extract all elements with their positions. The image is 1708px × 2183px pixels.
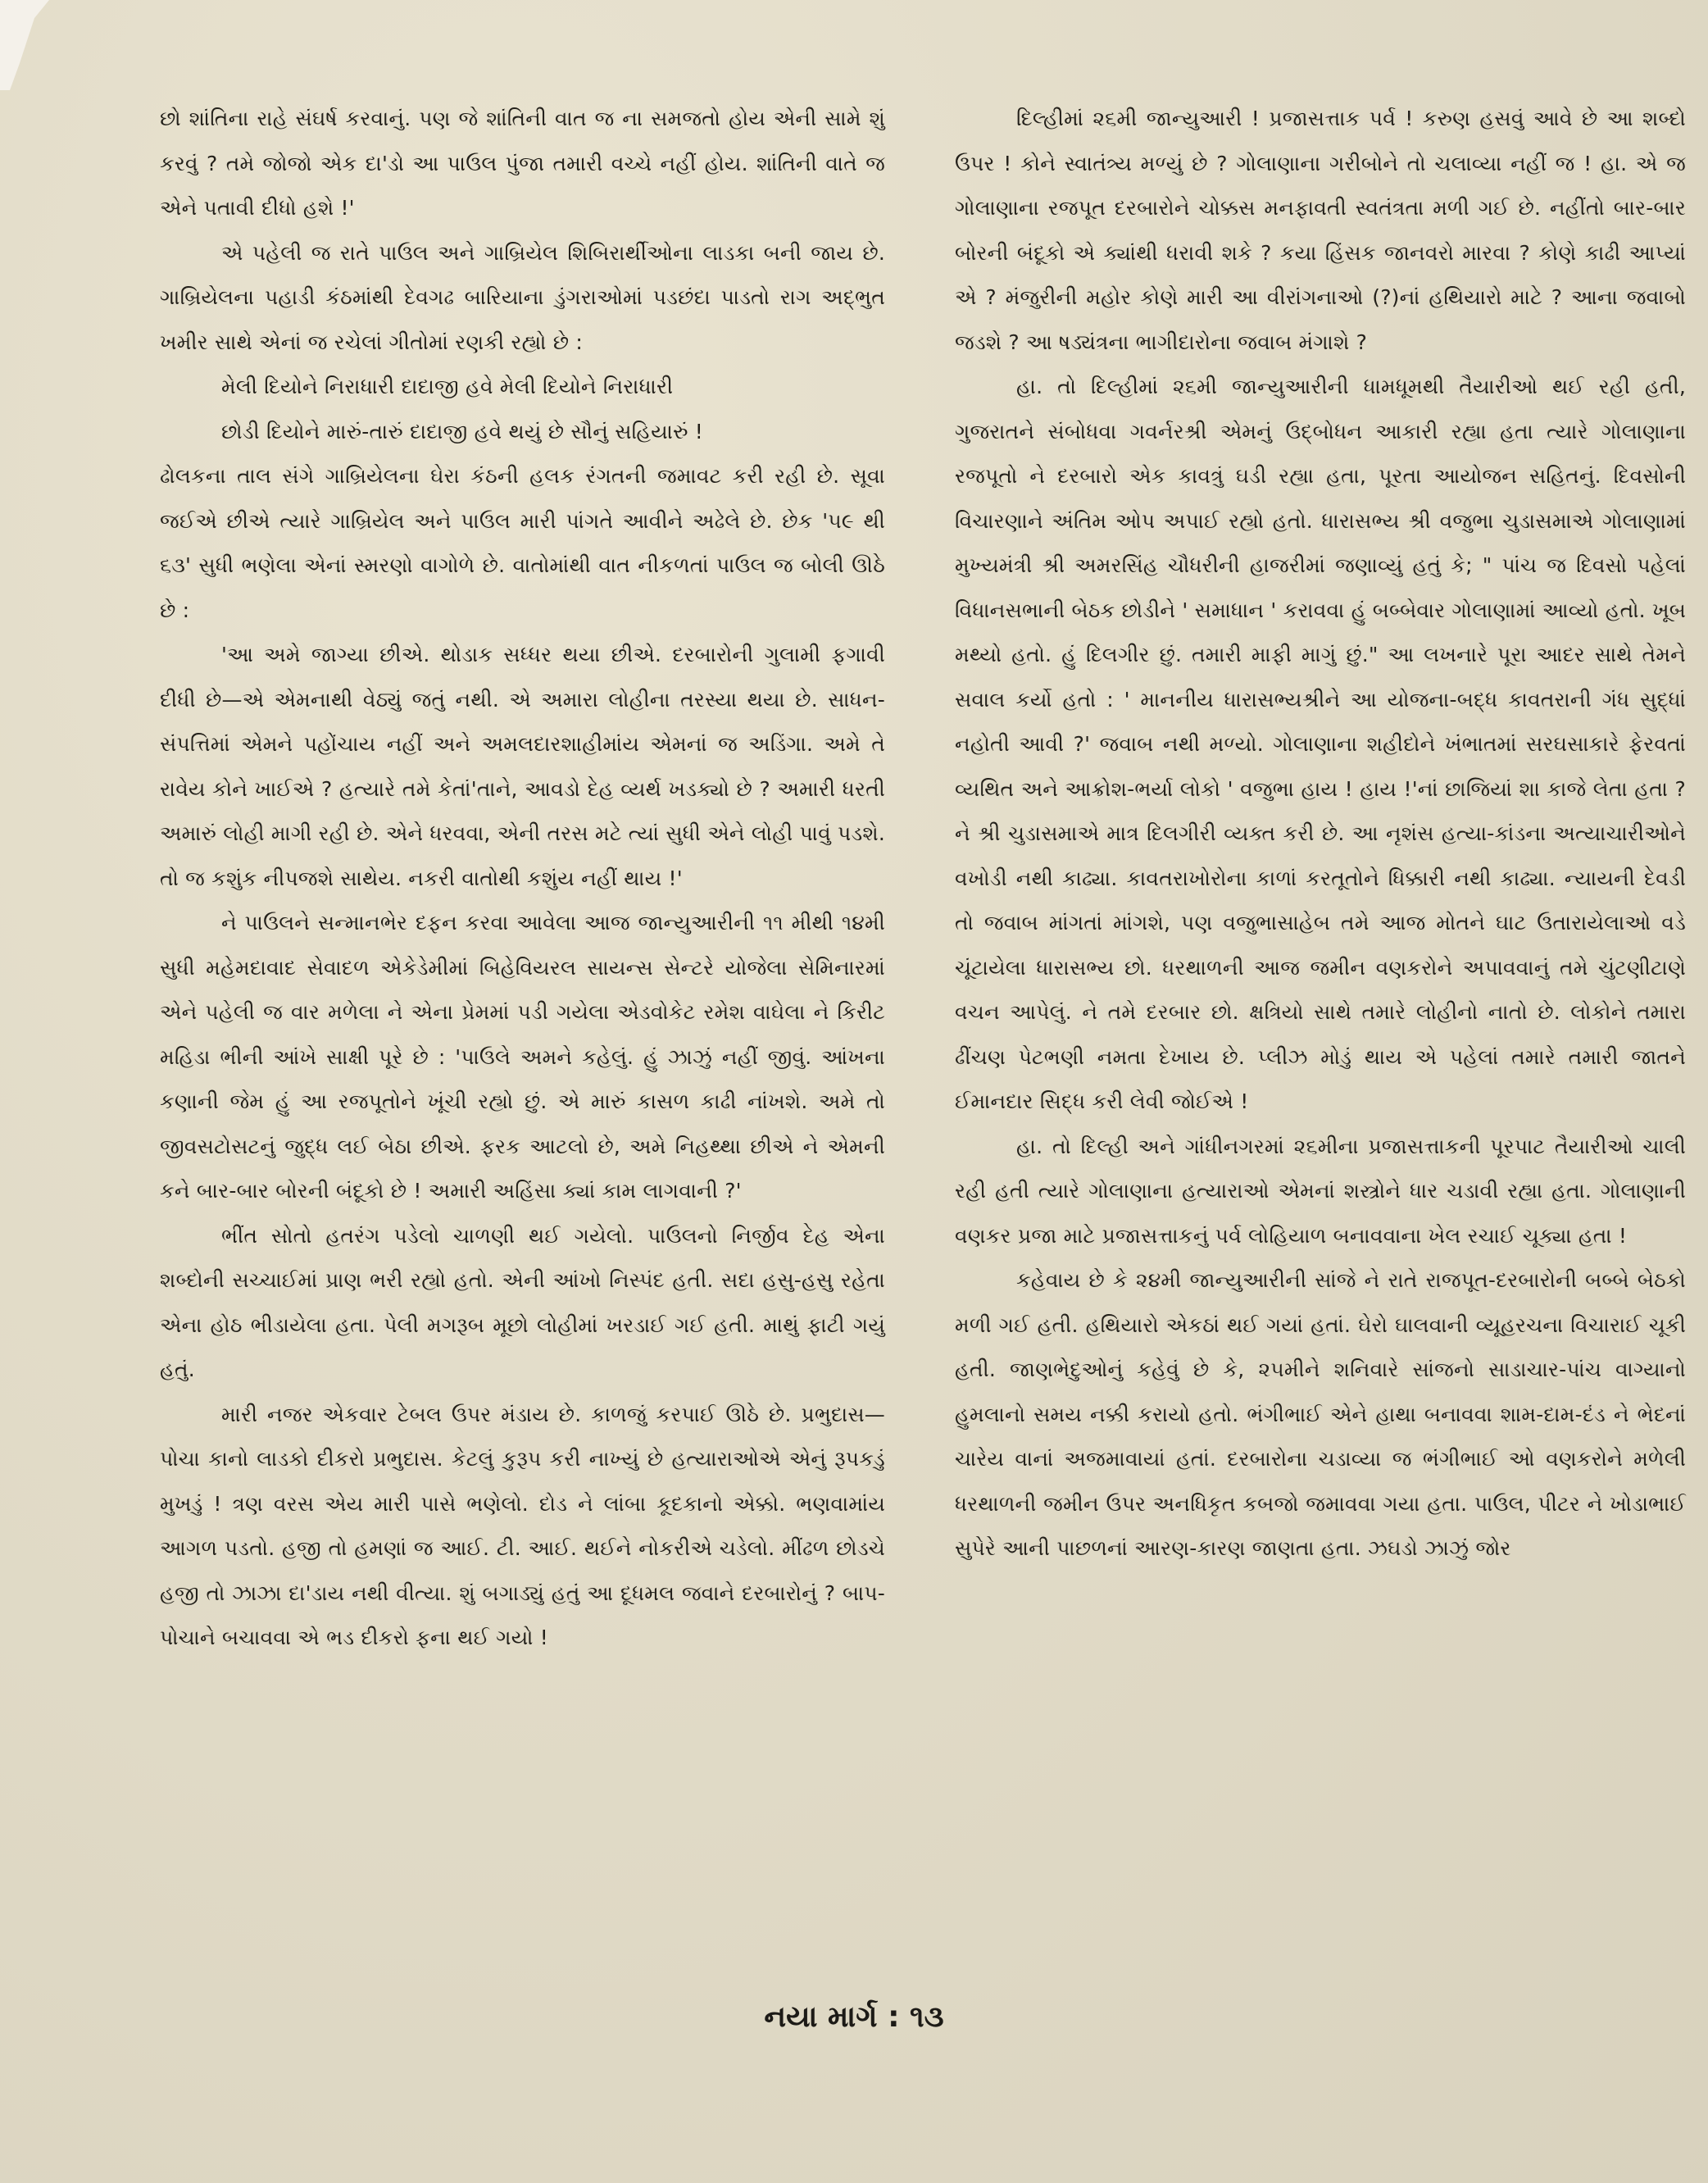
- paragraph: કહેવાય છે કે ૨૪મી જાન્યુઆરીની સાંજે ને રાતે રાજપૂત-દરબારોની બબ્બે બેઠકો મળી ગઈ હતી. હથિયારો એકઠાં થઈ ગયાં હતાં. ઘેરો ઘાલવાની વ્યૂહરચના વિચારાઈ ચૂકી હતી. જાણભેદુઓનું કહેવું છે કે, ૨૫મીને શનિવારે સાંજનો સાડાચાર-પાંચ વાગ્યાનો હુમલાનો સમય નક્કી કરાયો હતો. ભંગીભાઈ એને હાથા બનાવવા શામ-દામ-દંડ ને ભેદનાં ચારેય વાનાં અજમાવાયાં હતાં. દરબારોના ચડાવ્યા જ ભંગીભાઈ ઓ વણકરોને મળેલી ધરથાળની જમીન ઉપર અનધિકૃત કબજો જમાવવા ગયા હતા. પાઉલ, પીટર ને ખોડાભાઈ સુપેરે આની પાછળનાં આરણ-કારણ જાણતા હતા. ઝઘડો ઝાઝું જોર: [955, 1268, 1686, 1560]
- paragraph: એ પહેલી જ રાતે પાઉલ અને ગાબ્રિયેલ શિબિરાર્થીઓના લાડકા બની જાય છે. ગાબ્રિયેલના પહાડી કંઠમાંથી દેવગઢ બારિયાના ડુંગરાઓમાં પડછંદા પાડતો રાગ અદ્ભુત ખમીર સાથે એનાં જ રચેલાં ગીતોમાં રણકી રહ્યો છે :: [160, 240, 885, 354]
- paragraph: દિલ્હીમાં ૨૬મી જાન્યુઆરી ! પ્રજાસત્તાક પર્વ ! કરુણ હસવું આવે છે આ શબ્દો ઉપર ! કોને સ્વાતંત્ર્ય મળ્યું છે ? ગોલાણાના ગરીબોને તો ચલાવ્યા નહીં જ ! હા. એ જ ગોલાણાના રજપૂત દરબારોને ચોક્કસ મનફાવતી સ્વતંત્રતા મળી ગઈ છે. નહીંતો બાર-બાર બોરની બંદૂકો એ ક્યાંથી ધરાવી શકે ? કયા હિંસક જાનવરો મારવા ? કોણે કાઢી આપ્યાં એ ? મંજુરીની મહોર કોણે મારી આ વીરાંગનાઓ (?)નાં હથિયારો માટે ? આના જવાબો જડશે ? આ ષડ્યંત્રના ભાગીદારોના જવાબ મંગાશે ?: [955, 107, 1686, 354]
- left-column: [160, 97, 885, 1661]
- song-verse: મેલી દિયોને નિરાધારી દાદાજી હવે મેલી દિયોને નિરાધારી: [221, 375, 674, 398]
- page-footer: નયા માર્ગ : ૧૩: [764, 2000, 944, 2034]
- paragraph: હા. તો દિલ્હી અને ગાંધીનગરમાં ૨૬મીના પ્રજાસત્તાકની પૂરપાટ તૈયારીઓ ચાલી રહી હતી ત્યારે ગોલાણાના હત્યારાઓ એમનાં શસ્ત્રોને ધાર ચડાવી રહ્યા હતા. ગોલાણાની વણકર પ્રજા માટે પ્રજાસત્તાકનું પર્વ લોહિયાળ બનાવવાના ખેલ રચાઈ ચૂક્યા હતા !: [955, 1134, 1686, 1248]
- paragraph: 'આ અમે જાગ્યા છીએ. થોડાક સધ્ધર થયા છીએ. દરબારોની ગુલામી ફગાવી દીધી છે—એ એમનાથી વેઠ્યું જતું નથી. એ અમારા લોહીના તરસ્યા થયા છે. સાધન-સંપત્તિમાં એમને પહોંચાય નહીં અને અમલદારશાહીમાંય એમનાં જ અડિંગા. અમે તે રાવેય કોને ખાઈએ ? હત્યારે તમે કેતાં'તાને, આવડો દેહ વ્યર્થ ખડક્યો છે ? અમારી ધરતી અમારું લોહી માગી રહી છે. એને ધરવવા, એની તરસ મટે ત્યાં સુધી એને લોહી પાવું પડશે. તો જ કશુંક નીપજશે સાથેય. નકરી વાતોથી કશુંય નહીં થાય !': [160, 643, 885, 890]
- paragraph: ને પાઉલને સન્માનભેર દફન કરવા આવેલા આજ જાન્યુઆરીની ૧૧ મીથી ૧૪મી સુધી મહેમદાવાદ સેવાદળ એકેડેમીમાં બિહેવિયરલ સાયન્સ સેન્ટરે યોજેલા સેમિનારમાં એને પહેલી જ વાર મળેલા ને એના પ્રેમમાં પડી ગયેલા એડવોકેટ રમેશ વાઘેલા ને કિરીટ મહિડા ભીની આંખે સાક્ષી પૂરે છે : 'પાઉલે અમને કહેલું. હું ઝાઝું નહીં જીવું. આંખના કણાની જેમ હું આ રજપૂતોને ખૂંચી રહ્યો છું. એ મારું કાસળ કાઢી નાંખશે. અમે તો જીવસટોસટનું જુદ્ધ લઈ બેઠા છીએ. ફરક આટલો છે, અમે નિહથ્થા છીએ ને એમની કને બાર-બાર બોરની બંદૂકો છે ! અમારી અહિંસા ક્યાં કામ લાગવાની ?': [160, 911, 885, 1203]
- paragraph: છો શાંતિના રાહે સંઘર્ષ કરવાનું. પણ જે શાંતિની વાત જ ના સમજતો હોય એની સામે શું કરવું ? તમે જોજો એક દા'ડો આ પાઉલ પુંજા તમારી વચ્ચે નહીં હોય. શાંતિની વાતે જ એને પતાવી દીધો હશે !': [160, 107, 885, 220]
- right-column: [955, 97, 1686, 1571]
- torn-corner: [0, 0, 49, 90]
- paragraph: ઢોલકના તાલ સંગે ગાબ્રિયેલના ઘેરા કંઠની હલક રંગતની જમાવટ કરી રહી છે. સૂવા જઈએ છીએ ત્યારે ગાબ્રિયેલ અને પાઉલ મારી પાંગતે આવીને અઢેલે છે. છેક '૫૯ થી ૬૩' સુધી ભણેલા એનાં સ્મરણો વાગોળે છે. વાતોમાંથી વાત નીકળતાં પાઉલ જ બોલી ઊઠે છે :: [160, 464, 885, 622]
- song-verse: છોડી દિયોને મારું-તારું દાદાજી હવે થયું છે સૌનું સહિયારું !: [221, 419, 703, 443]
- paragraph: હા. તો દિલ્હીમાં ૨૬મી જાન્યુઆરીની ધામધૂમથી તૈયારીઓ થઈ રહી હતી, ગુજરાતને સંબોધવા ગવર્નરશ્રી એમનું ઉદ્બોધન આકારી રહ્યા હતા ત્યારે ગોલાણાના રજપૂતો ને દરબારો એક કાવત્રું ઘડી રહ્યા હતા, પૂરતા આયોજન સહિતનું. દિવસોની વિચારણાને અંતિમ ઓપ અપાઈ રહ્યો હતો. ધારાસભ્ય શ્રી વજુભા ચુડાસમાએ ગોલાણામાં મુખ્યમંત્રી શ્રી અમરસિંહ ચૌધરીની હાજરીમાં જણાવ્યું હતું કે; " પાંચ જ દિવસો પહેલાં વિધાનસભાની બેઠક છોડીને ' સમાધાન ' કરાવવા હું બબ્બેવાર ગોલાણામાં આવ્યો હતો. ખૂબ મથ્યો હતો. હું દિલગીર છું. તમારી માફી માગું છું." આ લખનારે પૂરા આદર સાથે તેમને સવાલ કર્યો હતો : ' માનનીય ધારાસભ્યશ્રીને આ યોજના-બદ્ધ કાવતરાની ગંધ સુદ્ધાં નહોતી આવી ?' જવાબ નથી મળ્યો. ગોલાણાના શહીદોને ખંભાતમાં સરઘસાકારે ફેરવતાં વ્યથિત અને આક્રોશ-ભર્યા લોકો ' વજુભા હાય ! હાય !'નાં છાજિયાં શા કાજે લેતા હતા ? ને શ્રી ચુડાસમાએ માત્ર દિલગીરી વ્યક્ત કરી છે. આ નૃશંસ હત્યા-કાંડના અત્યાચારીઓને વખોડી નથી કાઢ્યા. કાવતરાખોરોના કાળાં કરતૂતોને ધિક્કારી નથી કાઢ્યા. ન્યાયની દેવડી તો જવાબ માંગતાં માંગશે, પણ વજુભાસાહેબ તમે આજ મોતને ઘાટ ઉતારાયેલાઓ વડે ચૂંટાયેલા ધારાસભ્ય છો. ધરથાળની આજ જમીન વણકરોને અપાવવાનું તમે ચુંટણીટાણે વચન આપેલું. ને તમે દરબાર છો. ક્ષત્રિયો સાથે તમારે લોહીનો નાતો છે. લોકોને તમારા ઢીંચણ પેટભણી નમતા દેખાય છે. પ્લીઝ મોડું થાય એ પહેલાં તમારે તમારી જાતને ઈમાનદાર સિદ્ધ કરી લેવી જોઈએ !: [955, 375, 1686, 1113]
- paragraph: મારી નજર એકવાર ટેબલ ઉપર મંડાય છે. કાળજું કરપાઈ ઊઠે છે. પ્રભુદાસ—પોચા કાનો લાડકો દીકરો પ્રભુદાસ. કેટલું કુરૂપ કરી નાખ્યું છે હત્યારાઓએ એનું રૂપકડું મુખડું ! ત્રણ વરસ એય મારી પાસે ભણેલો. દોડ ને લાંબા કૂદકાનો એક્કો. ભણવામાંય આગળ પડતો. હજી તો હમણાં જ આઈ. ટી. આઈ. થઈને નોકરીએ ચડેલો. મીંઢળ છોડચે હજી તો ઝાઝા દા'ડાય નથી વીત્યા. શું બગાડ્યું હતું આ દૂધમલ જવાને દરબારોનું ? બાપ-પોચાને બચાવવા એ ભડ દીકરો ફના થઈ ગયો !: [160, 1402, 885, 1649]
- paragraph: ભીંત સોતો હતરંગ પડેલો ચાળણી થઈ ગયેલો. પાઉલનો નિર્જીવ દેહ એના શબ્દોની સચ્ચાઈમાં પ્રાણ ભરી રહ્યો હતો. એની આંખો નિસ્પંદ હતી. સદા હસુ-હસુ રહેતા એના હોઠ ભીડાયેલા હતા. પેલી મગરૂબ મૂછો લોહીમાં ખરડાઈ ગઈ હતી. માથું ફાટી ગયું હતું.: [160, 1223, 885, 1381]
